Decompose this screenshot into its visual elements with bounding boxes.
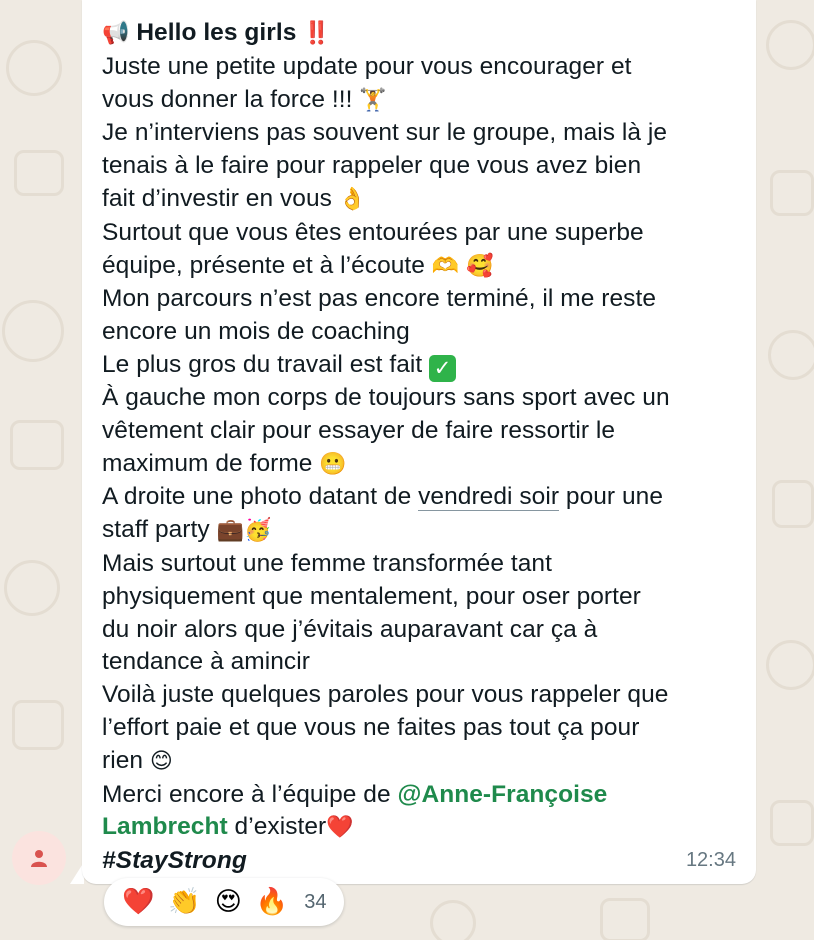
message-line: équipe, présente et à l’écoute 🫶 🥰 (102, 251, 494, 279)
check-icon: ✓ (429, 355, 456, 382)
megaphone-icon: 📢 (102, 21, 130, 46)
message-line: Merci encore à l’équipe de @Anne-Françoise (102, 780, 608, 808)
message-line: l’effort paie et que vous ne faites pas tout ça pour (102, 713, 640, 741)
message-line: vêtement clair pour essayer de faire ressortir le (102, 416, 616, 444)
party-icon: 🥳 (244, 518, 272, 544)
reactions-bar[interactable] (104, 878, 344, 926)
heart-icon: ❤️ (326, 815, 354, 841)
message-text (102, 17, 742, 878)
heart-eyes-reaction-icon[interactable]: 😍 (214, 887, 242, 917)
message-line: Voilà juste quelques paroles pour vous rappeler que (102, 681, 669, 709)
reaction-count: 34 (304, 890, 327, 913)
message-bubble[interactable] (82, 0, 756, 884)
grimace-icon: 😬 (319, 451, 347, 477)
message-line: rien 😊 (102, 746, 173, 774)
clapping-reaction-icon[interactable]: 👏 (168, 887, 201, 917)
message-line: Juste une petite update pour vous encourager et (102, 52, 632, 80)
briefcase-icon: 💼 (216, 518, 244, 544)
ok-hand-icon: 👌 (338, 186, 367, 212)
message-line: Surtout que vous êtes entourées par une superbe (102, 218, 644, 246)
message-line: du noir alors que j’évitais auparavant car ça à (102, 615, 598, 643)
message-title-line (102, 17, 742, 51)
hashtag: #StayStrong (102, 847, 247, 875)
mention-link[interactable]: @Anne-Françoise (397, 780, 608, 808)
mention-link[interactable]: Lambrecht (102, 813, 228, 841)
message-line: encore un mois de coaching (102, 318, 410, 346)
message-line: À gauche mon corps de toujours sans sport avec un (102, 383, 670, 411)
date-link[interactable]: vendredi soir (418, 483, 560, 511)
person-icon (29, 848, 49, 868)
message-line: maximum de forme 😬 (102, 449, 347, 477)
heart-hands-icon: 🫶 (431, 253, 460, 279)
message-line: fait d’investir en vous 👌 (102, 184, 367, 212)
message-line: Mon parcours n’est pas encore terminé, il me reste (102, 285, 656, 313)
smile-icon: 😊 (149, 748, 173, 774)
message-line: tenais à le faire pour rappeler que vous avez bien (102, 152, 642, 180)
sender-avatar[interactable] (12, 831, 66, 885)
message-line: Le plus gros du travail est fait ✓ (102, 349, 742, 382)
message-line: Mais surtout une femme transformée tant (102, 549, 552, 577)
fire-reaction-icon[interactable]: 🔥 (255, 887, 289, 917)
message-line: staff party 💼🥳 (102, 516, 272, 544)
smiling-hearts-icon: 🥰 (466, 253, 494, 279)
message-line: tendance à amincir (102, 648, 310, 676)
message-line: physiquement que mentalement, pour oser porter (102, 582, 641, 610)
double-exclamation-icon: ‼️ (303, 21, 331, 46)
message-line: Lambrecht d’exister❤️ (102, 813, 354, 841)
message-title: Hello les girls (136, 19, 297, 46)
heart-reaction-icon[interactable]: ❤️ (122, 887, 155, 917)
message-timestamp: 12:34 (685, 849, 736, 871)
message-line: Je n’interviens pas souvent sur le groupe, mais là je (102, 119, 668, 147)
message-line: vous donner la force !!! 🏋 (102, 85, 387, 113)
weightlifter-icon: 🏋 (359, 87, 387, 113)
message-line: A droite une photo datant de vendredi soir pour une (102, 483, 664, 511)
